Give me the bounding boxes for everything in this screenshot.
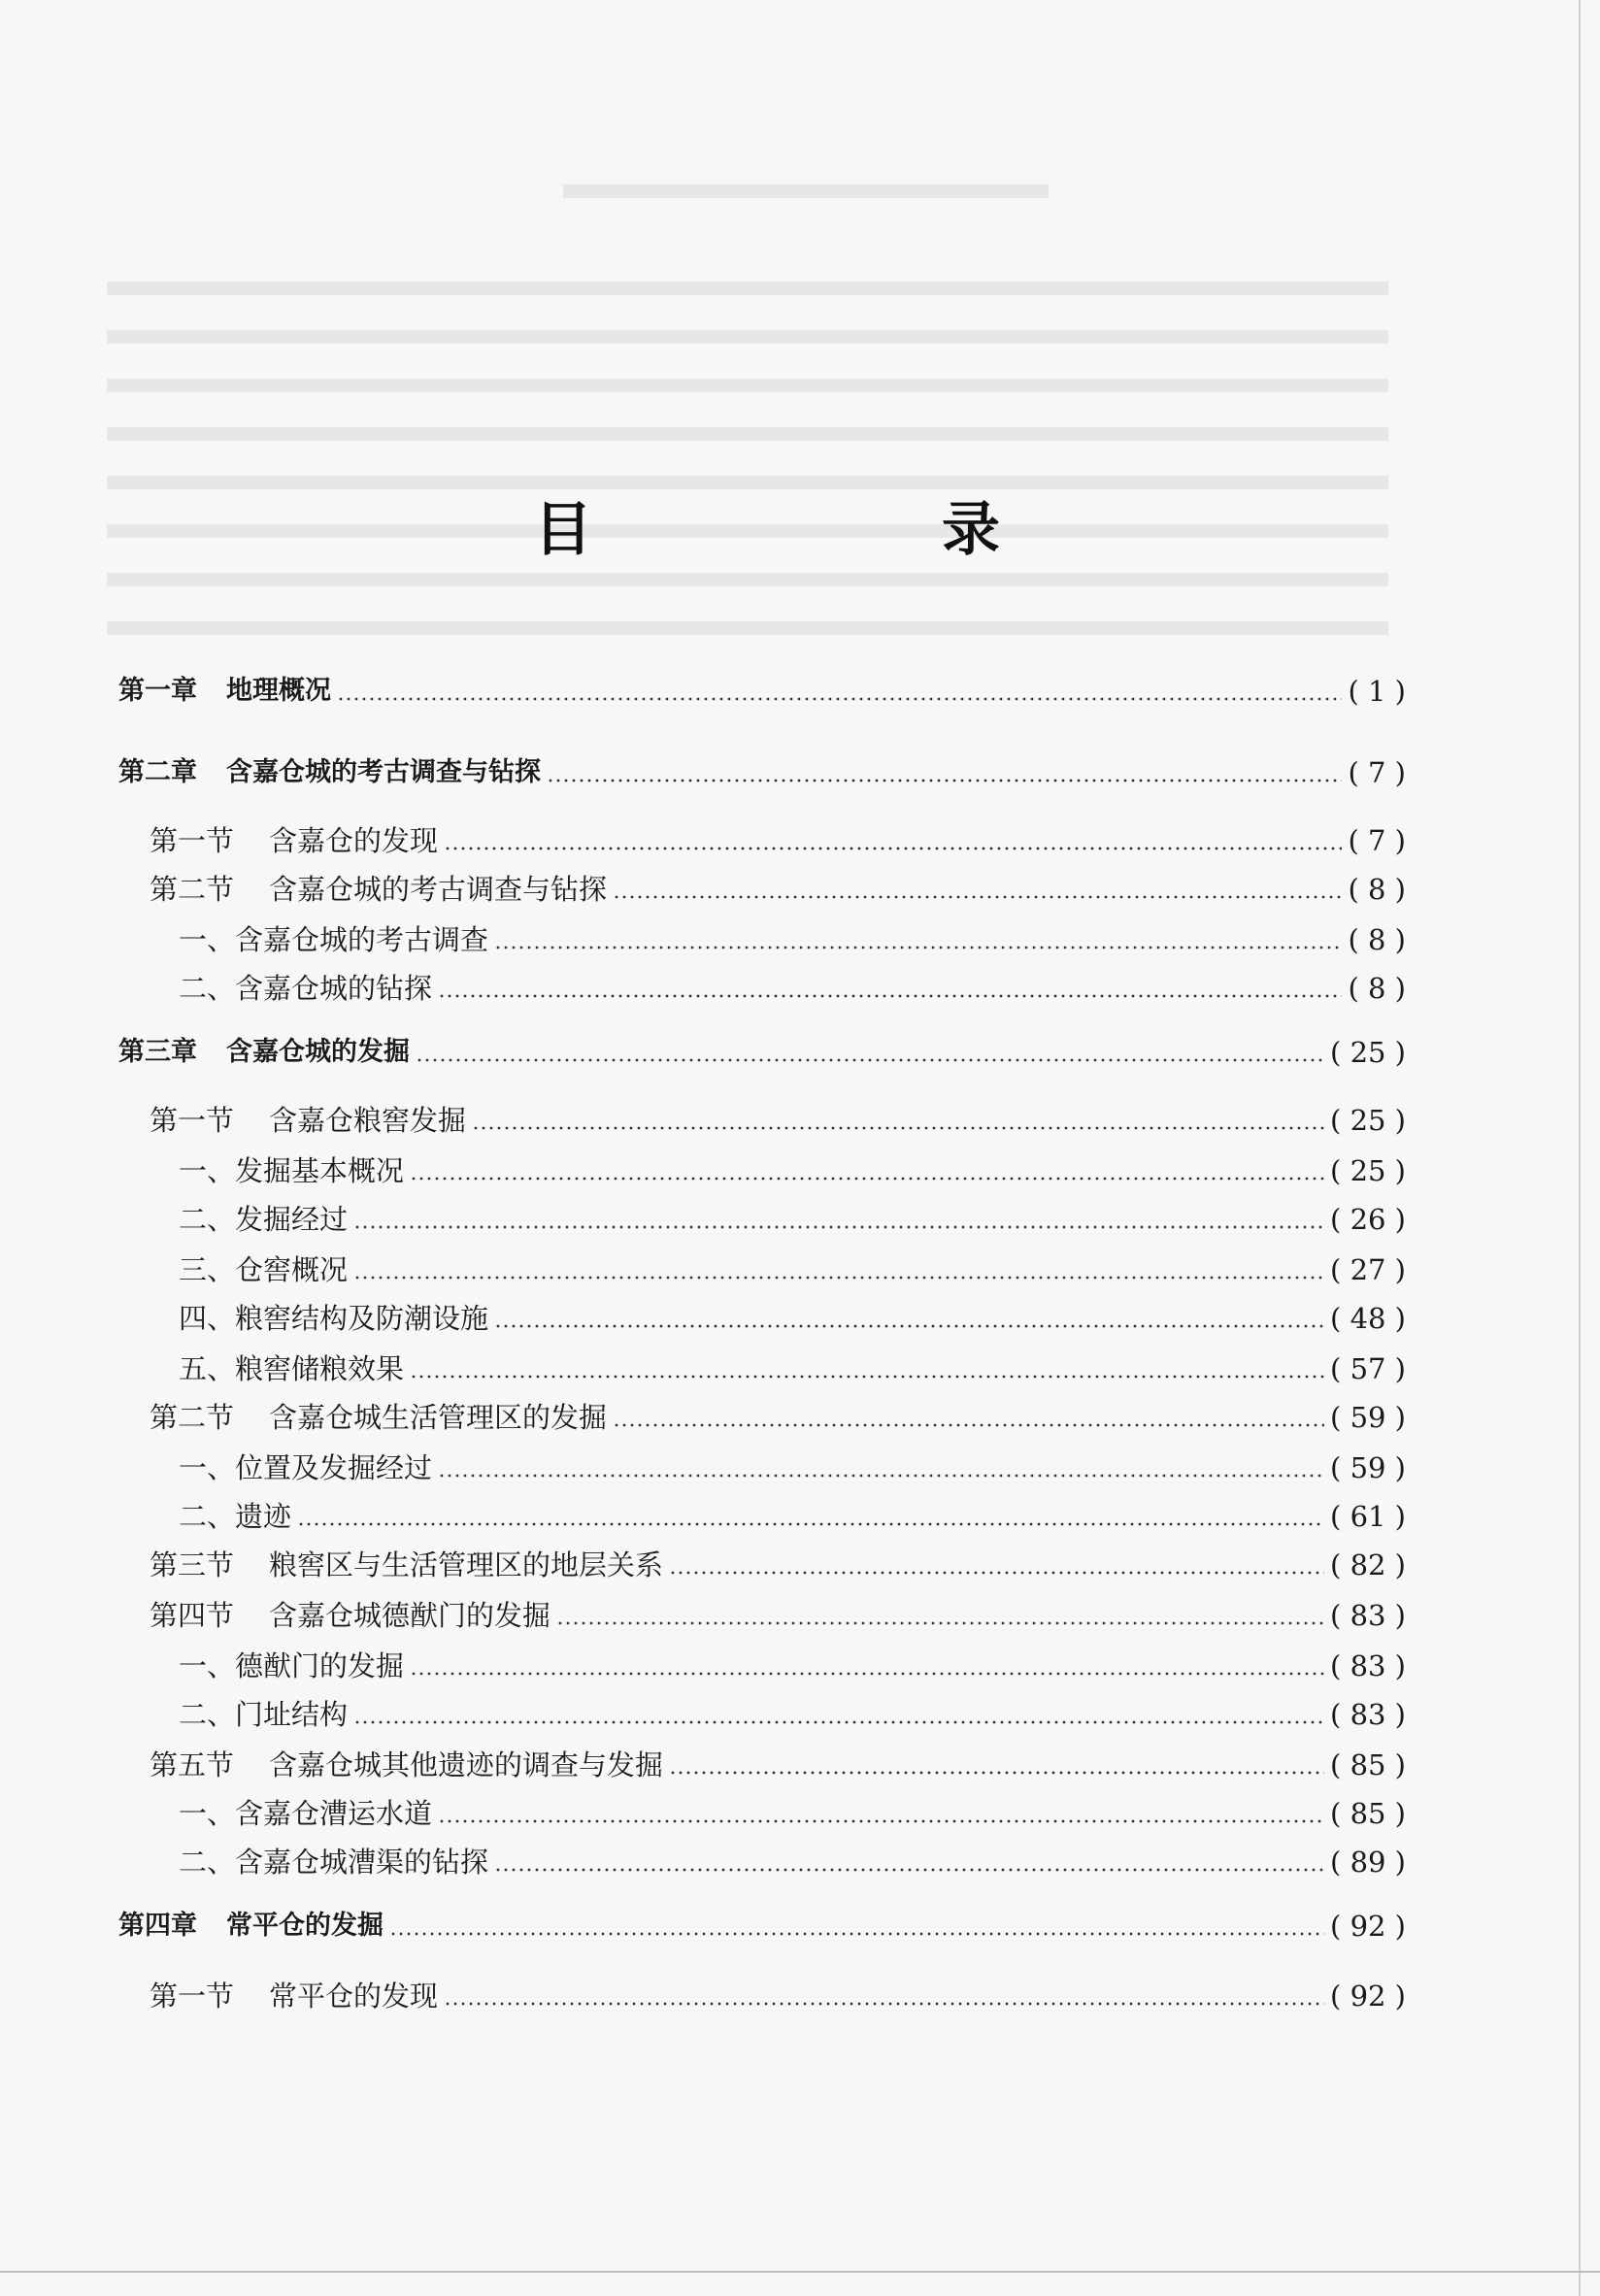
toc-entry-page: ( 83 ) <box>1328 1647 1406 1685</box>
toc-entry-number: 第一章 <box>118 676 197 706</box>
toc-entry-title: 含嘉仓城的考古调查与钻探 <box>269 873 608 906</box>
toc-entry-number: 一、 <box>179 1797 236 1830</box>
toc-entry-page: ( 83 ) <box>1328 1695 1406 1734</box>
toc-entry-title: 含嘉仓城德猷门的发掘 <box>269 1599 551 1632</box>
toc-leader-dots <box>444 2002 1324 2006</box>
toc-leader-dots <box>416 1058 1324 1062</box>
toc-entry-number: 一、 <box>179 923 236 956</box>
toc-entry-page: ( 8 ) <box>1346 920 1406 959</box>
toc-entry-page: ( 1 ) <box>1346 672 1406 711</box>
toc-entry-title: 德猷门的发掘 <box>235 1649 405 1682</box>
toc-leader-dots <box>438 994 1342 998</box>
toc-entry-label <box>179 969 436 1008</box>
toc-leader-dots <box>547 779 1342 782</box>
toc-entry-label <box>179 1250 351 1289</box>
toc-entry[interactable] <box>0 1907 1600 1946</box>
toc-entry-label <box>179 1695 351 1734</box>
toc-entry-label <box>179 920 492 959</box>
toc-leader-dots <box>353 1720 1324 1724</box>
toc-entry-page: ( 92 ) <box>1328 1977 1406 2015</box>
toc-entry-label <box>179 1299 492 1338</box>
toc-entry-title: 发掘基本概况 <box>235 1154 405 1187</box>
toc-entry[interactable] <box>0 1843 1600 1881</box>
toc-entry[interactable] <box>0 1448 1600 1487</box>
toc-entry-title: 含嘉仓城的考古调查 <box>235 923 489 956</box>
toc-leader-dots <box>613 895 1342 899</box>
toc-entry-number: 第二节 <box>150 873 235 906</box>
toc-leader-dots <box>297 1522 1324 1526</box>
toc-leader-dots <box>353 1276 1324 1280</box>
toc-entry-title: 遗迹 <box>235 1500 292 1533</box>
toc-entry-number: 一、 <box>179 1451 236 1484</box>
toc-entry[interactable] <box>0 870 1600 909</box>
toc-entry[interactable] <box>0 969 1600 1008</box>
toc-entry-label <box>179 1200 351 1239</box>
toc-entry-title: 含嘉仓的发现 <box>269 824 439 857</box>
toc-entry-number: 第三章 <box>118 1037 197 1067</box>
toc-leader-dots <box>494 1324 1324 1328</box>
toc-entry-number: 二、 <box>179 1203 236 1236</box>
toc-entry-title: 粮窖区与生活管理区的地层关系 <box>269 1548 664 1581</box>
toc-entry-title: 含嘉仓城漕渠的钻探 <box>235 1846 489 1879</box>
toc-entry-number: 第三节 <box>150 1548 235 1581</box>
toc-entry[interactable] <box>0 1200 1600 1239</box>
toc-leader-dots <box>444 847 1342 850</box>
toc-entry-number: 二、 <box>179 972 236 1005</box>
toc-entry-title: 粮窖结构及防潮设施 <box>235 1302 489 1335</box>
toc-entry-number: 四、 <box>179 1302 236 1335</box>
toc-entry-number: 二、 <box>179 1846 236 1879</box>
toc-entry-number: 三、 <box>179 1253 236 1286</box>
toc-entry[interactable] <box>0 821 1600 860</box>
toc-entry-number: 一、 <box>179 1154 236 1187</box>
toc-leader-dots <box>410 1375 1324 1379</box>
bleed-through-text <box>107 184 1388 689</box>
toc-entry-number: 第一节 <box>150 824 235 857</box>
toc-leader-dots <box>337 697 1342 701</box>
toc-entry-page: ( 59 ) <box>1328 1448 1406 1487</box>
toc-entry-title: 仓窖概况 <box>235 1253 349 1286</box>
toc-entry-number: 第二节 <box>150 1401 235 1434</box>
toc-entry-page: ( 25 ) <box>1328 1101 1406 1140</box>
toc-entry-label <box>179 1497 295 1536</box>
page-edge <box>1579 0 1581 2296</box>
toc-entry[interactable] <box>0 1794 1600 1833</box>
toc-entry-page: ( 83 ) <box>1328 1596 1406 1635</box>
toc-entry-title: 发掘经过 <box>235 1203 349 1236</box>
toc-entry-title: 常平仓的发掘 <box>226 1911 383 1941</box>
toc-entry-label <box>150 1546 667 1584</box>
toc-entry-label <box>118 1033 414 1072</box>
toc-entry[interactable] <box>0 672 1600 711</box>
toc-entry-title: 含嘉仓城生活管理区的发掘 <box>269 1401 608 1434</box>
toc-entry[interactable] <box>0 753 1600 792</box>
toc-entry-number: 二、 <box>179 1698 236 1731</box>
toc-entry[interactable] <box>0 1695 1600 1734</box>
toc-entry-number: 第五节 <box>150 1748 235 1781</box>
toc-entry-label <box>118 753 545 792</box>
toc-entry-title: 含嘉仓城其他遗迹的调查与发掘 <box>269 1748 664 1781</box>
toc-entry-title: 含嘉仓漕运水道 <box>235 1797 433 1830</box>
toc-entry-page: ( 48 ) <box>1328 1299 1406 1338</box>
toc-leader-dots <box>389 1932 1324 1936</box>
toc-entry[interactable] <box>0 1647 1600 1685</box>
toc-entry-number: 一、 <box>179 1649 236 1682</box>
toc-entry-label <box>179 1794 436 1833</box>
toc-entry-label <box>179 1647 408 1685</box>
toc-entry[interactable] <box>0 1497 1600 1536</box>
toc-entry[interactable] <box>0 1250 1600 1289</box>
toc-entry[interactable] <box>0 1033 1600 1072</box>
toc-entry-label <box>150 1746 667 1784</box>
toc-entry-page: ( 85 ) <box>1328 1746 1406 1784</box>
toc-entry-label <box>179 1448 436 1487</box>
toc-entry-number: 第四节 <box>150 1599 235 1632</box>
toc-entry-number: 二、 <box>179 1500 236 1533</box>
toc-entry-label <box>150 1101 470 1140</box>
toc-entry-title: 含嘉仓城的考古调查与钻探 <box>226 757 541 787</box>
toc-leader-dots <box>472 1126 1324 1130</box>
toc-entry-label <box>150 1977 442 2015</box>
toc-entry-page: ( 7 ) <box>1346 821 1406 860</box>
toc-entry-page: ( 59 ) <box>1328 1398 1406 1437</box>
toc-entry-page: ( 8 ) <box>1346 870 1406 909</box>
page-title: 目 录 <box>534 496 1146 564</box>
toc-entry-number: 第一节 <box>150 1104 235 1137</box>
toc-entry[interactable] <box>0 1151 1600 1190</box>
toc-entry-title: 门址结构 <box>235 1698 349 1731</box>
toc-entry-title: 地理概况 <box>226 676 331 706</box>
toc-entry[interactable] <box>0 1101 1600 1140</box>
toc-leader-dots <box>494 1868 1324 1872</box>
toc-leader-dots <box>410 1672 1324 1676</box>
toc-entry-label <box>150 1398 611 1437</box>
toc-entry[interactable] <box>0 1349 1600 1388</box>
toc-entry-title: 常平仓的发现 <box>269 1980 439 2013</box>
toc-entry-page: ( 85 ) <box>1328 1794 1406 1833</box>
toc-entry[interactable] <box>0 920 1600 959</box>
toc-leader-dots <box>438 1474 1324 1478</box>
toc-entry-page: ( 27 ) <box>1328 1250 1406 1289</box>
toc-entry-title: 含嘉仓粮窖发掘 <box>269 1104 467 1137</box>
toc-entry-label <box>118 672 335 711</box>
toc-entry-title: 粮窖储粮效果 <box>235 1352 405 1385</box>
toc-entry[interactable] <box>0 1746 1600 1784</box>
toc-entry-page: ( 82 ) <box>1328 1546 1406 1584</box>
toc-entry[interactable] <box>0 1596 1600 1635</box>
toc-entry-page: ( 26 ) <box>1328 1200 1406 1239</box>
toc-leader-dots <box>353 1225 1324 1229</box>
toc-entry-page: ( 25 ) <box>1328 1151 1406 1190</box>
toc-entry-title: 位置及发掘经过 <box>235 1451 433 1484</box>
toc-leader-dots <box>494 946 1342 949</box>
toc-leader-dots <box>410 1177 1324 1181</box>
scan-border <box>0 2271 1600 2273</box>
toc-entry-number: 五、 <box>179 1352 236 1385</box>
toc-entry-page: ( 25 ) <box>1328 1033 1406 1072</box>
toc-entry[interactable] <box>0 1398 1600 1437</box>
toc-entry-label <box>179 1843 492 1881</box>
toc-leader-dots <box>669 1571 1324 1575</box>
toc-entry[interactable] <box>0 1977 1600 2015</box>
toc-entry-page: ( 7 ) <box>1346 753 1406 792</box>
toc-entry-label <box>150 870 611 909</box>
toc-entry-page: ( 92 ) <box>1328 1907 1406 1946</box>
toc-leader-dots <box>669 1771 1324 1775</box>
toc-entry-title: 含嘉仓城的发掘 <box>226 1037 410 1067</box>
toc-leader-dots <box>438 1819 1324 1823</box>
toc-entry-label <box>118 1907 387 1946</box>
toc-entry-page: ( 8 ) <box>1346 969 1406 1008</box>
toc-entry-label <box>150 1596 554 1635</box>
toc-entry-page: ( 57 ) <box>1328 1349 1406 1388</box>
toc-entry-page: ( 89 ) <box>1328 1843 1406 1881</box>
toc-entry-label <box>179 1151 408 1190</box>
toc-entry-label <box>179 1349 408 1388</box>
toc-entry-page: ( 61 ) <box>1328 1497 1406 1536</box>
toc-entry[interactable] <box>0 1546 1600 1584</box>
toc-leader-dots <box>556 1621 1324 1625</box>
toc-entry-number: 第四章 <box>118 1911 197 1941</box>
toc-entry-number: 第二章 <box>118 757 197 787</box>
toc-entry-number: 第一节 <box>150 1980 235 2013</box>
toc-entry-label <box>150 821 442 860</box>
toc-leader-dots <box>613 1423 1324 1427</box>
toc-entry[interactable] <box>0 1299 1600 1338</box>
toc-entry-title: 含嘉仓城的钻探 <box>235 972 433 1005</box>
